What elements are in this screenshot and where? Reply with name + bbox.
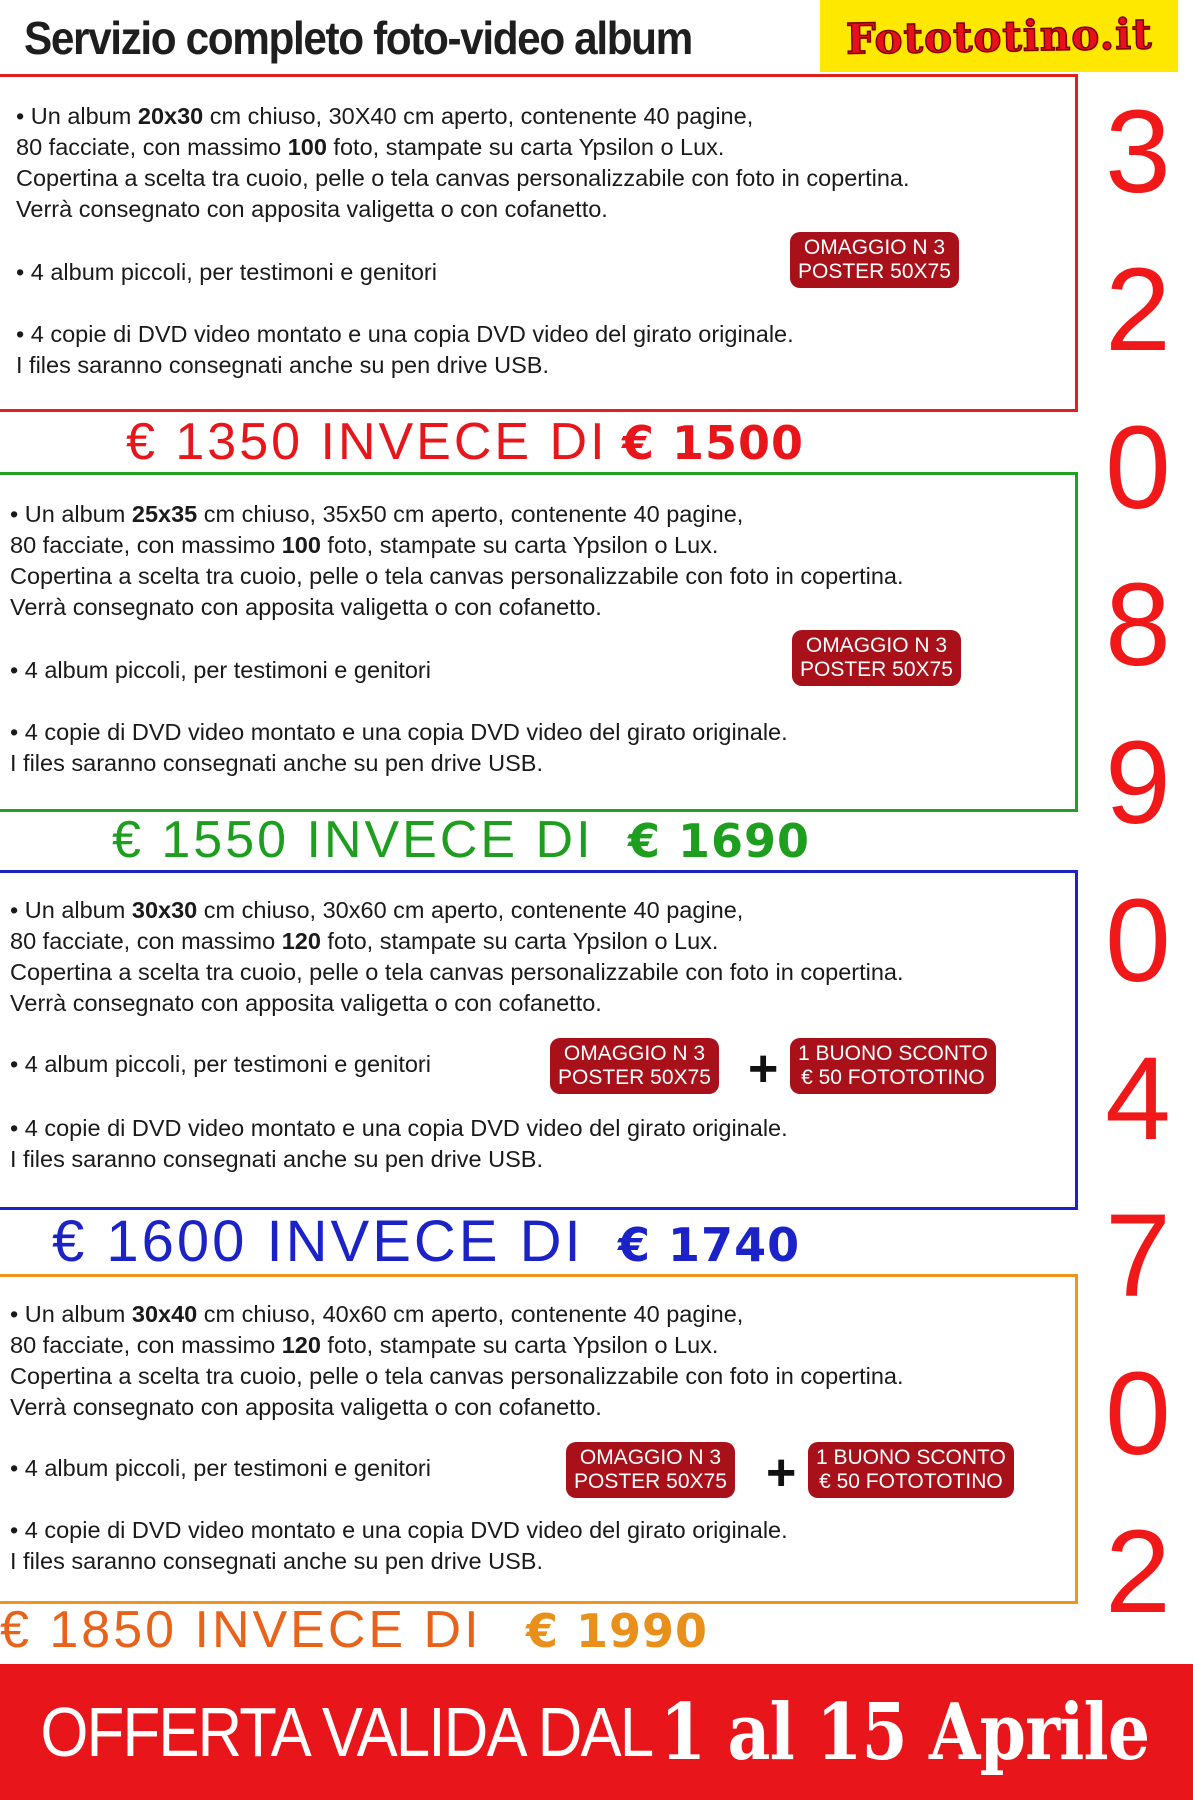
package-card-2: [0, 472, 1078, 812]
package-line: Copertina a scelta tra cuoio, pelle o tela canvas personalizzabile con foto in copertina.: [10, 959, 904, 985]
plus-sign: +: [766, 1444, 797, 1502]
gift-badge: OMAGGIO N 3 POSTER 50X75: [790, 232, 959, 288]
package-line: • 4 copie di DVD video montato e una copia DVD video del girato originale.: [10, 1517, 788, 1543]
phone-digit: 2: [1105, 243, 1171, 376]
package-line: Verrà consegnato con apposita valigetta o con cofanetto.: [10, 594, 602, 620]
gift-badge: OMAGGIO N 3 POSTER 50X75: [566, 1442, 735, 1498]
package-line: • 4 album piccoli, per testimoni e genitori: [10, 1051, 431, 1077]
gift-badge: OMAGGIO N 3 POSTER 50X75: [550, 1038, 719, 1094]
old-price: € 1740: [618, 1218, 801, 1272]
page-title: Servizio completo foto-video album: [24, 12, 692, 64]
package-line: • 4 copie di DVD video montato e una copia DVD video del girato originale.: [16, 321, 794, 347]
package-card-4: [0, 1274, 1078, 1604]
offer-price: € 1550 INVECE DI: [112, 811, 594, 869]
package-line: I files saranno consegnati anche su pen drive USB.: [10, 1146, 543, 1172]
price-row-4: [0, 1600, 708, 1660]
package-line: • 4 copie di DVD video montato e una copia DVD video del girato originale.: [10, 719, 788, 745]
offer-validity-text: OFFERTA VALIDA DAL: [40, 1693, 653, 1771]
package-line: 80 facciate, con massimo 120 foto, stampate su carta Ypsilon o Lux.: [10, 928, 719, 954]
discount-badge: 1 BUONO SCONTO € 50 FOTOTOTINO: [808, 1442, 1014, 1498]
offer-price: € 1600 INVECE DI: [52, 1209, 584, 1274]
package-line: I files saranno consegnati anche su pen drive USB.: [10, 1548, 543, 1574]
package-line: Copertina a scelta tra cuoio, pelle o tela canvas personalizzabile con foto in copertina.: [10, 563, 904, 589]
package-line: I files saranno consegnati anche su pen drive USB.: [16, 352, 549, 378]
phone-digit: 0: [1105, 874, 1171, 1007]
price-row-2: [112, 810, 810, 870]
phone-digit: 2: [1105, 1505, 1171, 1638]
package-line: • 4 album piccoli, per testimoni e genitori: [16, 259, 437, 285]
package-line: Verrà consegnato con apposita valigetta o con cofanetto.: [10, 990, 602, 1016]
phone-digit: 7: [1105, 1190, 1171, 1323]
package-line: • 4 album piccoli, per testimoni e genitori: [10, 1455, 431, 1481]
plus-sign: +: [748, 1040, 779, 1098]
phone-digit: 3: [1105, 86, 1171, 218]
offer-price: € 1850 INVECE DI: [0, 1601, 482, 1659]
phone-digit: 0: [1105, 1348, 1171, 1481]
phone-number: [1084, 82, 1192, 1642]
phone-digit: 4: [1105, 1032, 1171, 1165]
offer-validity-banner: [0, 1664, 1193, 1800]
package-line: • Un album 20x30 cm chiuso, 30X40 cm aperto, contenente 40 pagine,: [16, 103, 754, 129]
phone-digit: 0: [1105, 401, 1171, 534]
package-card-1: [0, 74, 1078, 412]
old-price: € 1690: [628, 814, 811, 868]
old-price: € 1990: [526, 1604, 709, 1658]
package-line: 80 facciate, con massimo 120 foto, stampate su carta Ypsilon o Lux.: [10, 1332, 719, 1358]
gift-badge: OMAGGIO N 3 POSTER 50X75: [792, 630, 961, 686]
package-line: Verrà consegnato con apposita valigetta o con cofanetto.: [16, 196, 608, 222]
offer-validity-dates: 1 al 15 Aprile: [660, 1686, 1150, 1778]
discount-badge: 1 BUONO SCONTO € 50 FOTOTOTINO: [790, 1038, 996, 1094]
offer-price: € 1350 INVECE DI: [126, 413, 608, 471]
phone-digit: 9: [1105, 717, 1171, 850]
package-line: • 4 album piccoli, per testimoni e genitori: [10, 657, 431, 683]
package-card-3: [0, 870, 1078, 1210]
package-line: • Un album 30x30 cm chiuso, 30x60 cm aperto, contenente 40 pagine,: [10, 897, 744, 923]
package-line: • Un album 25x35 cm chiuso, 35x50 cm aperto, contenente 40 pagine,: [10, 501, 744, 527]
package-line: I files saranno consegnati anche su pen drive USB.: [10, 750, 543, 776]
package-line: Verrà consegnato con apposita valigetta o con cofanetto.: [10, 1394, 602, 1420]
package-line: Copertina a scelta tra cuoio, pelle o tela canvas personalizzabile con foto in copertina.: [10, 1363, 904, 1389]
old-price: € 1500: [622, 416, 805, 470]
brand-logo[interactable]: [820, 0, 1178, 72]
price-row-3: [52, 1208, 800, 1275]
package-line: Copertina a scelta tra cuoio, pelle o tela canvas personalizzabile con foto in copertina.: [16, 165, 910, 191]
package-line: 80 facciate, con massimo 100 foto, stampate su carta Ypsilon o Lux.: [16, 134, 725, 160]
package-line: 80 facciate, con massimo 100 foto, stampate su carta Ypsilon o Lux.: [10, 532, 719, 558]
price-row-1: [126, 412, 804, 472]
logo-text: Fotototino.it: [845, 8, 1153, 64]
package-line: • 4 copie di DVD video montato e una copia DVD video del girato originale.: [10, 1115, 788, 1141]
phone-digit: 8: [1105, 559, 1171, 692]
package-line: • Un album 30x40 cm chiuso, 40x60 cm aperto, contenente 40 pagine,: [10, 1301, 744, 1327]
